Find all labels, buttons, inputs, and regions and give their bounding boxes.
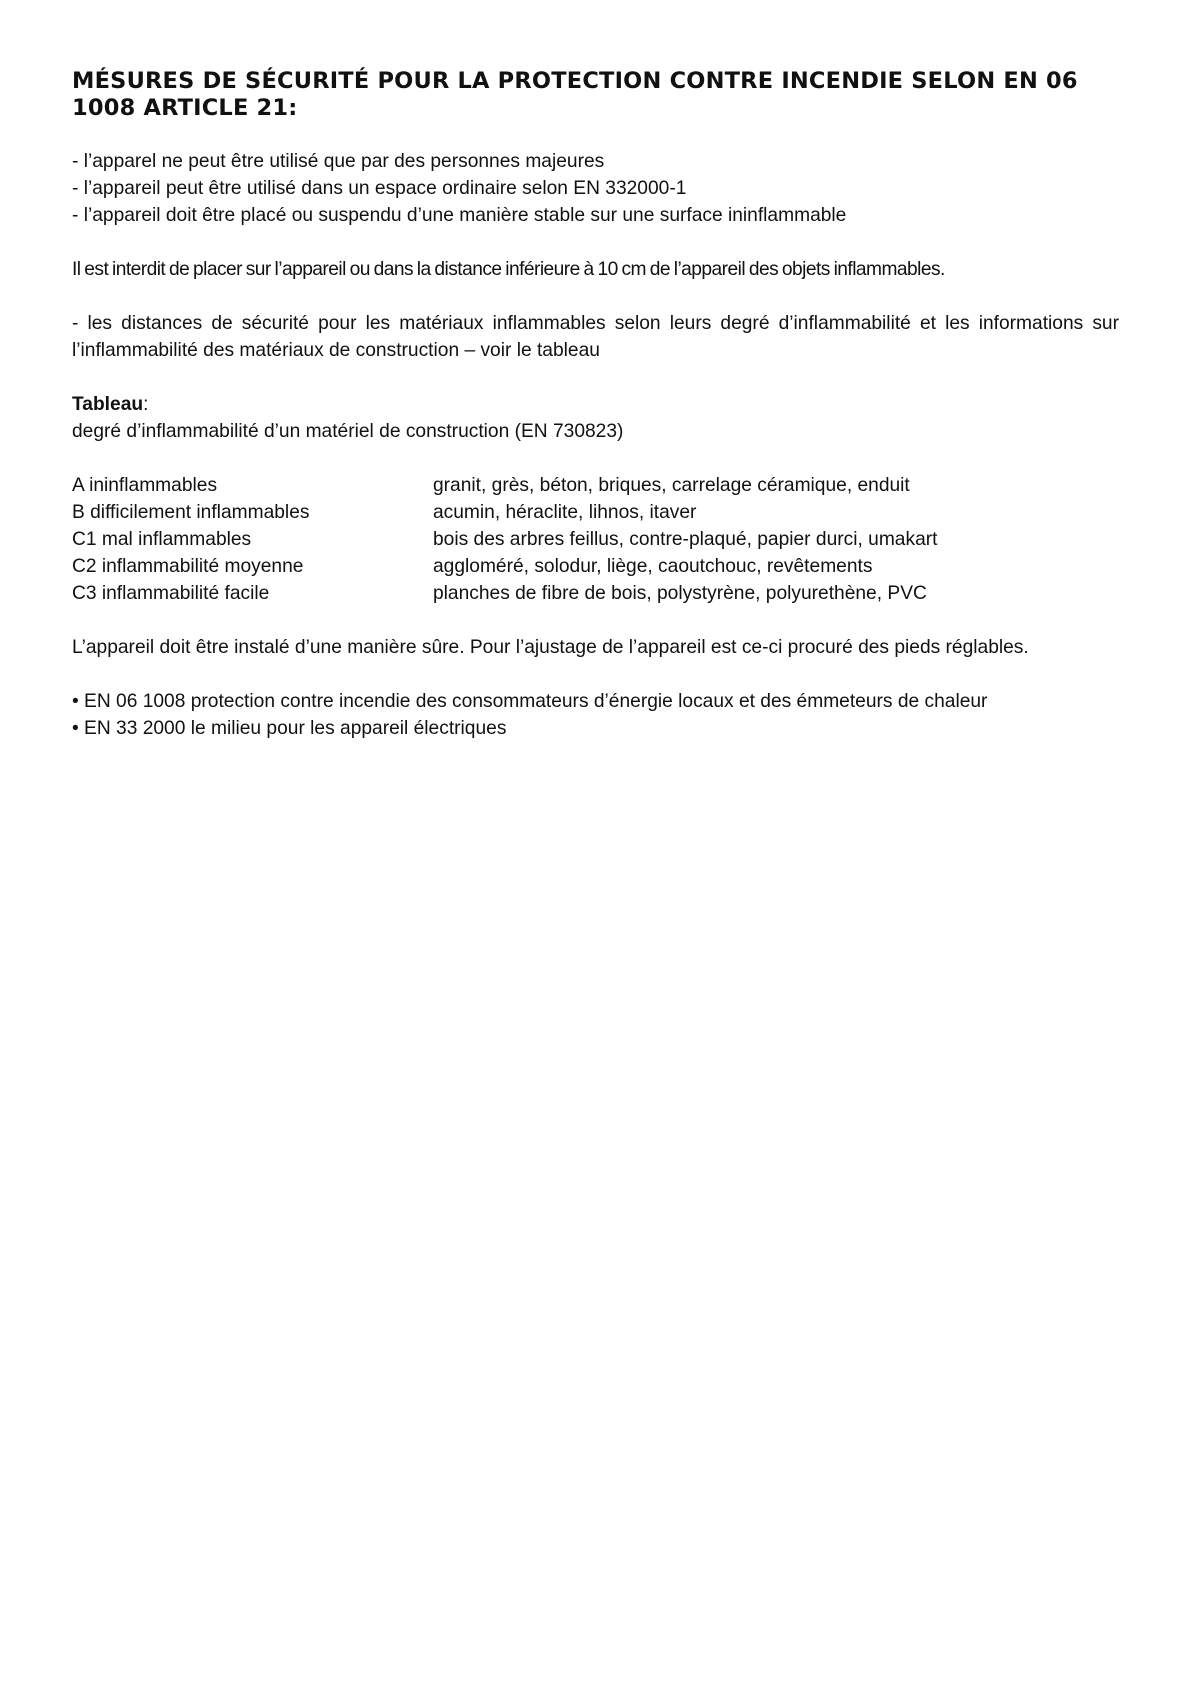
distances-paragraph: - les distances de sécurité pour les matériaux inflammables selon leurs degré d’inflammabilité et les informations sur l’inflammabilité des matériaux de construction – voir le tableau (72, 313, 1119, 361)
grade-cell: C1 mal inflammables (72, 529, 252, 550)
document-page (72, 68, 1119, 742)
materials-cell: planches de fibre de bois, polystyrène, polyurethène, PVC (433, 583, 927, 604)
tableau-label: Tableau (72, 394, 144, 415)
table-row (72, 526, 1119, 553)
materials-cell: granit, grès, béton, briques, carrelage céramique, enduit (433, 475, 910, 496)
references-list (72, 688, 1119, 742)
materials-cell: aggloméré, solodur, liège, caoutchouc, revêtements (433, 556, 873, 577)
requirements-list (72, 148, 1119, 229)
tableau-caption: degré d’inflammabilité d’un matériel de construction (EN 730823) (72, 421, 624, 442)
tableau-colon: : (143, 394, 149, 415)
materials-cell: acumin, héraclite, lihnos, itaver (433, 502, 697, 523)
grade-cell: C3 inflammabilité facile (72, 583, 270, 604)
prohibition-paragraph: Il est interdit de placer sur l’appareil ou dans la distance inférieure à 10 cm de l’appareil des objets inflammables. (72, 259, 945, 280)
table-row (72, 580, 1119, 607)
materials-cell: bois des arbres feillus, contre-plaqué, papier durci, umakart (433, 529, 938, 550)
grade-cell: A ininflammables (72, 475, 218, 496)
table-row (72, 499, 1119, 526)
document-title: MÉSURES DE SÉCURITÉ POUR LA PROTECTION CONTRE INCENDIE SELON EN 06 1008 ARTICLE 21: (72, 68, 1078, 121)
tableau-heading (72, 391, 1119, 445)
grade-cell: C2 inflammabilité moyenne (72, 556, 304, 577)
table-row (72, 472, 1119, 499)
requirement-item: - l’apparel ne peut être utilisé que par des personnes majeures (72, 151, 605, 172)
grade-cell: B difficilement inflammables (72, 502, 310, 523)
reference-item: • EN 06 1008 protection contre incendie des consommateurs d’énergie locaux et des émmeteurs de chaleur (72, 691, 988, 712)
requirement-item: - l’appareil peut être utilisé dans un espace ordinaire selon EN 332000-1 (72, 178, 687, 199)
requirement-item: - l’appareil doit être placé ou suspendu d’une manière stable sur une surface ininflammable (72, 205, 847, 226)
reference-item: • EN 33 2000 le milieu pour les appareil électriques (72, 718, 507, 739)
installation-paragraph: L’appareil doit être instalé d’une manière sûre. Pour l’ajustage de l’appareil est ce-ci procuré des pieds réglables. (72, 637, 1029, 658)
table-row (72, 553, 1119, 580)
flammability-table (72, 472, 1119, 607)
